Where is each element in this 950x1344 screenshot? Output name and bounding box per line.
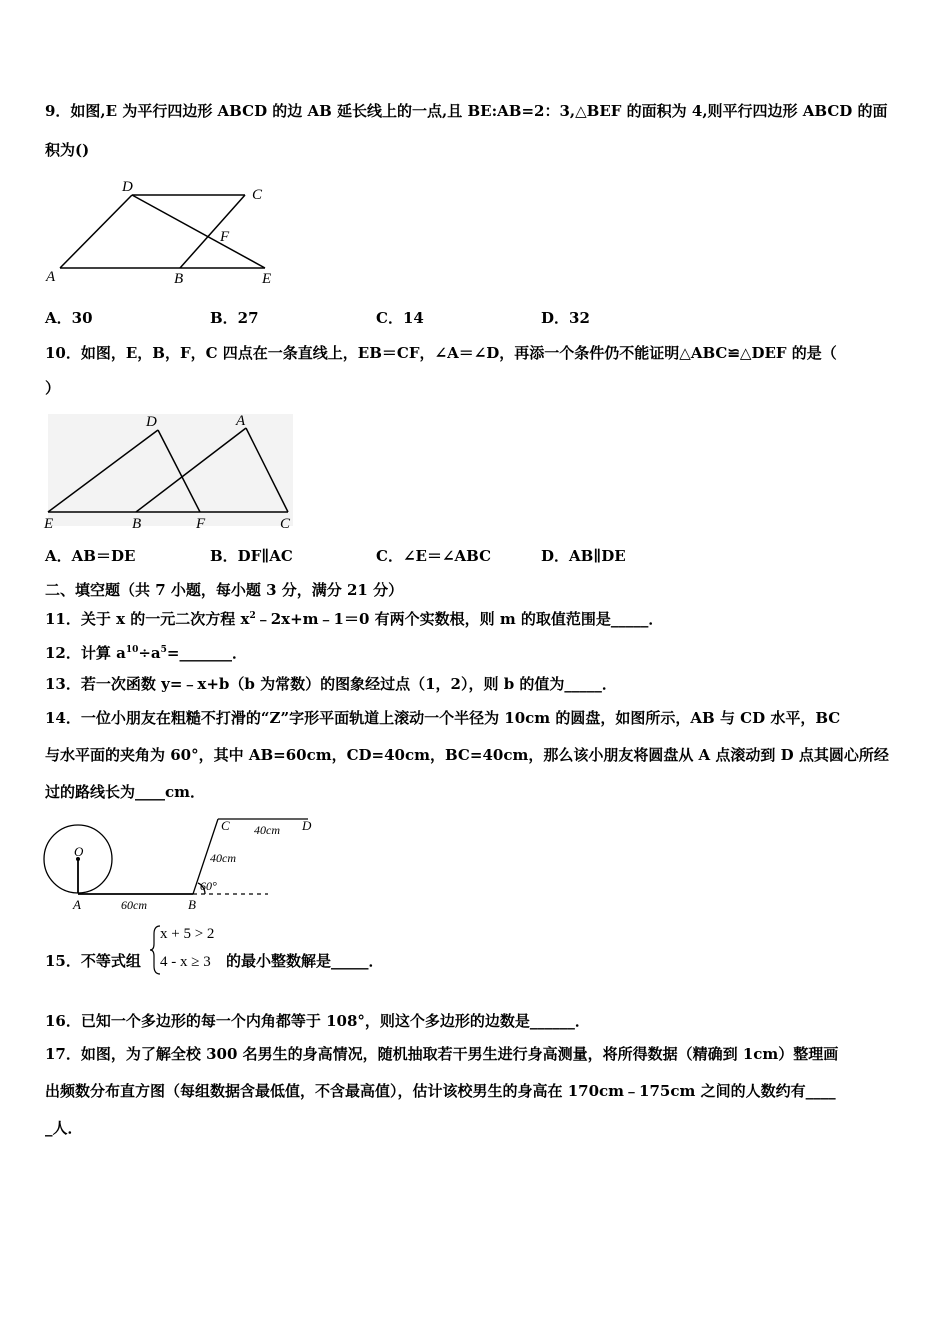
q12-mid: ÷a [138, 644, 161, 662]
q15-inequality-1: x + 5 > 2 [160, 926, 215, 942]
q11 [45, 606, 663, 629]
q14-label-o: O [74, 844, 84, 859]
q9-option-b: B．27 [210, 309, 259, 327]
q10-label-a: A [236, 413, 246, 429]
q10-label-e: E [44, 516, 54, 532]
q11-post: ﹣2x+m﹣1＝0 有两个实数根，则 m 的取值范围是_____． [255, 610, 664, 628]
q14-line1: 14．一位小朋友在粗糙不打滑的“Z”字形平面轨道上滚动一个半径为 10cm 的圆盘，如图所示，AB 与 CD 水平，BC [45, 709, 841, 727]
q14-label-ab: 60cm [121, 898, 147, 912]
q14-line3: 过的路线长为____cm． [45, 783, 206, 801]
q9-option-c: C．14 [376, 309, 424, 327]
q10-option-a: A．AB＝DE [45, 547, 136, 565]
q12-sup1: 10 [125, 645, 139, 655]
q9-line2: 积为() [45, 141, 90, 159]
q9-label-d: D [122, 179, 133, 195]
q14-line2: 与水平面的夹角为 60°，其中 AB=60cm，CD=40cm，BC=40cm，那么该小朋友将圆盘从 A 点滚动到 D 点其圆心所经 [45, 746, 889, 764]
q9-option-a: A．30 [45, 309, 93, 327]
q10-option-b: B．DF∥AC [210, 547, 293, 565]
q14-label-cd: 40cm [254, 823, 280, 837]
q13: 13．若一次函数 y=﹣x+b（b 为常数）的图象经过点（1，2），则 b 的值为_____． [45, 675, 617, 693]
q9-line1: 9．如图,E 为平行四边形 ABCD 的边 AB 延长线上的一点,且 BE:AB=2：3,△BEF 的面积为 4,则平行四边形 ABCD 的面 [45, 102, 888, 120]
q14-label-c: C [221, 818, 230, 833]
q12-sup2: 5 [160, 645, 167, 655]
q11-pre: 11．关于 x 的一元二次方程 x [45, 610, 250, 628]
q10-option-c: C．∠E＝∠ABC [376, 547, 492, 565]
q10-label-f: F [196, 516, 206, 532]
q10-label-b: B [132, 516, 142, 532]
q12-post: =_______． [166, 644, 247, 662]
q12 [45, 640, 247, 663]
q16: 16．已知一个多边形的每一个内角都等于 108°，则这个多边形的边数是______． [45, 1012, 590, 1030]
q9-label-c: C [252, 187, 263, 203]
q9-label-e: E [262, 271, 272, 287]
q14-label-a: A [73, 897, 81, 912]
q10-label-c: C [280, 516, 291, 532]
q10-option-d: D．AB∥DE [541, 547, 626, 565]
q17-line3: _人． [45, 1119, 83, 1137]
q15-inequality-2: 4 - x ≥ 3 [160, 954, 211, 970]
q15-post: 的最小整数解是_____． [226, 952, 384, 970]
q10-line2: ） [45, 379, 61, 397]
q14-label-angle: 60° [200, 879, 217, 893]
q12-pre: 12．计算 a [45, 644, 126, 662]
q9-label-f: F [220, 229, 230, 245]
q10-label-d: D [146, 414, 157, 430]
q17-line2: 出频数分布直方图（每组数据含最低值，不含最高值），估计该校男生的身高在 170cm﹣175cm 之间的人数约有____ [45, 1082, 836, 1100]
q10-figure [40, 408, 300, 538]
q9-label-a: A [46, 269, 56, 285]
q9-figure [40, 175, 280, 290]
section-title: 二、填空题（共 7 小题，每小题 3 分，满分 21 分） [45, 581, 404, 599]
q14-label-b: B [188, 897, 196, 912]
q11-sup: 2 [249, 611, 256, 621]
q14-label-d: D [302, 818, 312, 833]
q14-label-bc: 40cm [210, 851, 236, 865]
q9-label-b: B [174, 271, 184, 287]
q9-option-d: D．32 [541, 309, 590, 327]
q15-pre: 15．不等式组 [45, 952, 141, 970]
q17-line1: 17．如图，为了解全校 300 名男生的身高情况，随机抽取若干男生进行身高测量，将所得数据（精确到 1cm）整理画 [45, 1045, 839, 1063]
q10-line1: 10．如图，E，B，F，C 四点在一条直线上，EB＝CF，∠A＝∠D，再添一个条件仍不能证明△ABC≌△DEF 的是（ [45, 344, 837, 362]
q14-figure [40, 812, 330, 917]
